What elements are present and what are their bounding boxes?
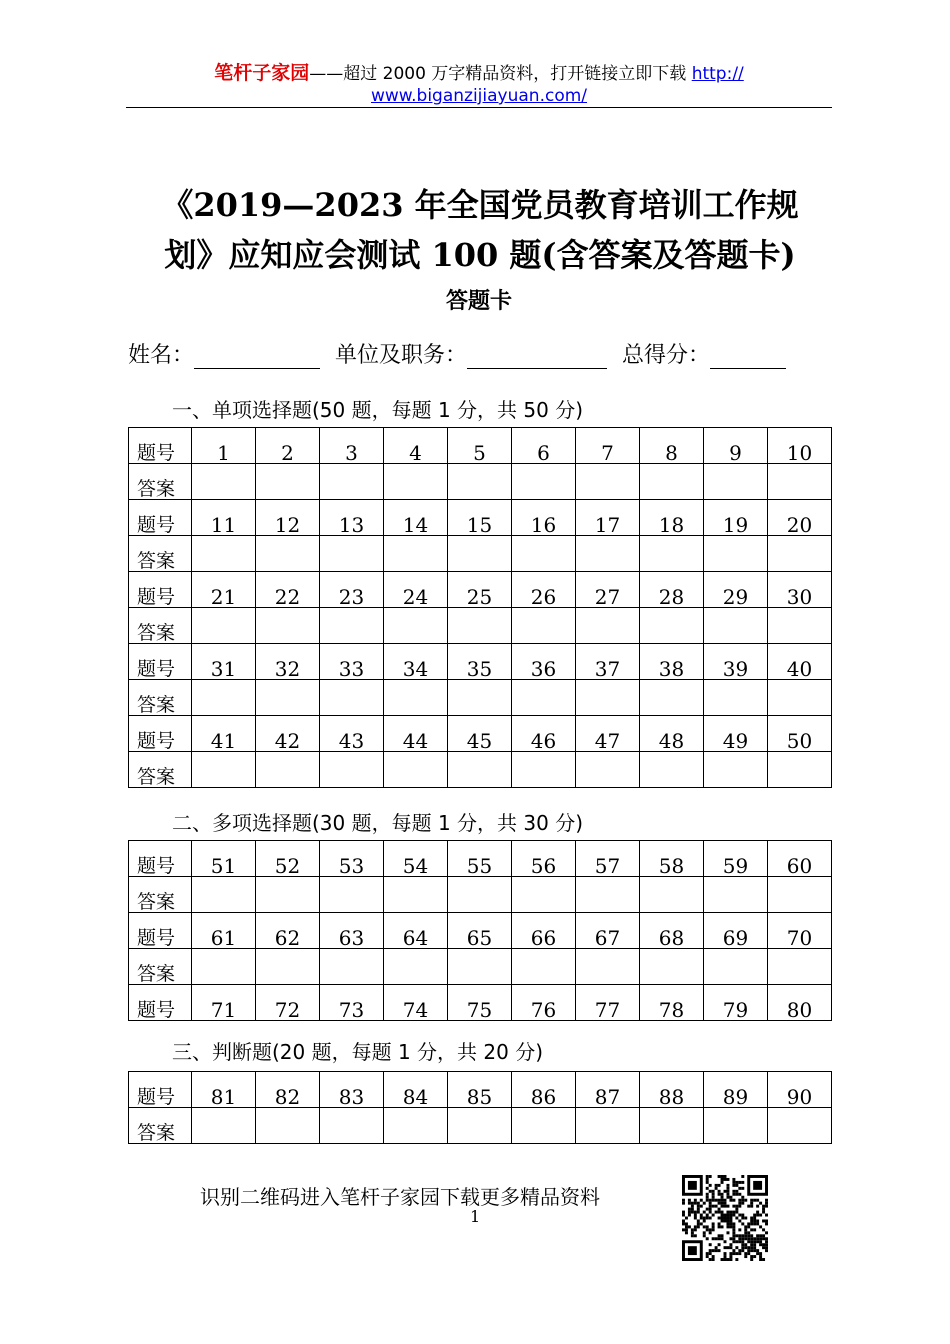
answer-cell[interactable] xyxy=(320,680,384,716)
question-number-cell: 80 xyxy=(768,985,832,1021)
question-number-cell: 68 xyxy=(640,913,704,949)
question-number-cell: 32 xyxy=(256,644,320,680)
answer-cell[interactable] xyxy=(256,1108,320,1144)
question-number-cell: 15 xyxy=(448,500,512,536)
answer-cell[interactable] xyxy=(768,680,832,716)
answer-cell[interactable] xyxy=(192,752,256,788)
answer-cell[interactable] xyxy=(448,680,512,716)
unit-label: 单位及职务： xyxy=(335,343,468,368)
question-number-cell: 63 xyxy=(320,913,384,949)
answer-cell[interactable] xyxy=(768,536,832,572)
answer-cell[interactable] xyxy=(768,752,832,788)
question-number-cell: 90 xyxy=(768,1072,832,1108)
answer-row-label: 答案 xyxy=(129,877,192,913)
question-number-cell: 22 xyxy=(256,572,320,608)
number-row-label: 题号 xyxy=(129,841,192,877)
number-row-label: 题号 xyxy=(129,1072,192,1108)
question-number-cell: 19 xyxy=(704,500,768,536)
answer-cell[interactable] xyxy=(640,536,704,572)
answer-cell[interactable] xyxy=(320,536,384,572)
answer-cell[interactable] xyxy=(768,464,832,500)
answer-cell[interactable] xyxy=(704,752,768,788)
answer-cell[interactable] xyxy=(384,949,448,985)
answer-row xyxy=(129,949,832,985)
question-number-cell: 54 xyxy=(384,841,448,877)
question-number-cell: 14 xyxy=(384,500,448,536)
answer-row xyxy=(129,752,832,788)
score-blank[interactable] xyxy=(710,344,786,369)
answer-row-label: 答案 xyxy=(129,536,192,572)
number-row-label: 题号 xyxy=(129,500,192,536)
answer-cell[interactable] xyxy=(192,536,256,572)
question-number-cell: 8 xyxy=(640,428,704,464)
answer-cell[interactable] xyxy=(768,949,832,985)
answer-cell[interactable] xyxy=(448,877,512,913)
name-label: 姓名： xyxy=(128,343,195,368)
answer-cell[interactable] xyxy=(384,536,448,572)
question-number-cell: 79 xyxy=(704,985,768,1021)
question-number-cell: 62 xyxy=(256,913,320,949)
answer-cell[interactable] xyxy=(576,949,640,985)
question-number-cell: 35 xyxy=(448,644,512,680)
question-number-cell: 44 xyxy=(384,716,448,752)
question-number-cell: 10 xyxy=(768,428,832,464)
question-number-cell: 31 xyxy=(192,644,256,680)
answer-row xyxy=(129,877,832,913)
title-line-1: 《2019—2023 年全国党员教育培训工作规 xyxy=(161,186,799,224)
answer-cell[interactable] xyxy=(640,680,704,716)
question-number-cell: 11 xyxy=(192,500,256,536)
answer-cell[interactable] xyxy=(640,877,704,913)
footer-text: 识别二维码进入笔杆子家园下载更多精品资料 xyxy=(200,1185,600,1209)
question-number-cell: 2 xyxy=(256,428,320,464)
question-number-cell: 38 xyxy=(640,644,704,680)
answer-cell[interactable] xyxy=(256,877,320,913)
question-number-cell: 86 xyxy=(512,1072,576,1108)
question-number-cell: 58 xyxy=(640,841,704,877)
question-number-cell: 72 xyxy=(256,985,320,1021)
question-number-row xyxy=(129,1072,832,1108)
answer-cell[interactable] xyxy=(384,680,448,716)
header-tagline: ——超过 2000 万字精品资料，打开链接立即下载 xyxy=(309,64,692,84)
question-number-cell: 65 xyxy=(448,913,512,949)
answer-cell[interactable] xyxy=(704,877,768,913)
unit-blank[interactable] xyxy=(467,344,607,369)
question-number-cell: 41 xyxy=(192,716,256,752)
question-number-row xyxy=(129,985,832,1021)
answer-row-label: 答案 xyxy=(129,1108,192,1144)
question-number-cell: 36 xyxy=(512,644,576,680)
question-number-cell: 87 xyxy=(576,1072,640,1108)
question-number-cell: 78 xyxy=(640,985,704,1021)
answer-cell[interactable] xyxy=(768,877,832,913)
header-divider xyxy=(126,107,832,108)
answer-cell[interactable] xyxy=(384,877,448,913)
question-number-cell: 69 xyxy=(704,913,768,949)
question-number-row xyxy=(129,500,832,536)
question-number-cell: 9 xyxy=(704,428,768,464)
question-number-cell: 3 xyxy=(320,428,384,464)
answer-cell[interactable] xyxy=(192,680,256,716)
site-brand: 笔杆子家园 xyxy=(214,62,310,84)
answer-cell[interactable] xyxy=(512,949,576,985)
answer-cell[interactable] xyxy=(320,877,384,913)
answer-cell[interactable] xyxy=(640,949,704,985)
question-number-cell: 77 xyxy=(576,985,640,1021)
answer-table xyxy=(128,427,832,788)
answer-row-label: 答案 xyxy=(129,680,192,716)
question-number-cell: 64 xyxy=(384,913,448,949)
question-number-cell: 53 xyxy=(320,841,384,877)
answer-cell[interactable] xyxy=(576,752,640,788)
question-number-cell: 81 xyxy=(192,1072,256,1108)
answer-cell[interactable] xyxy=(320,1108,384,1144)
title-line-2: 划》应知应会测试 100 题(含答案及答题卡) xyxy=(164,236,796,274)
answer-cell[interactable] xyxy=(768,1108,832,1144)
section-heading: 三、判断题(20 题，每题 1 分，共 20 分) xyxy=(172,1040,544,1064)
question-number-cell: 37 xyxy=(576,644,640,680)
question-number-cell: 82 xyxy=(256,1072,320,1108)
question-number-row xyxy=(129,841,832,877)
answer-cell[interactable] xyxy=(640,752,704,788)
answer-row-label: 答案 xyxy=(129,949,192,985)
question-number-cell: 49 xyxy=(704,716,768,752)
answer-row xyxy=(129,464,832,500)
question-number-cell: 45 xyxy=(448,716,512,752)
question-number-cell: 5 xyxy=(448,428,512,464)
question-number-cell: 60 xyxy=(768,841,832,877)
question-number-row xyxy=(129,428,832,464)
question-number-cell: 52 xyxy=(256,841,320,877)
question-number-cell: 88 xyxy=(640,1072,704,1108)
score-label: 总得分： xyxy=(622,343,711,368)
answer-cell[interactable] xyxy=(256,608,320,644)
section-heading: 一、单项选择题(50 题，每题 1 分，共 50 分) xyxy=(172,398,584,422)
question-number-cell: 73 xyxy=(320,985,384,1021)
question-number-cell: 83 xyxy=(320,1072,384,1108)
number-row-label: 题号 xyxy=(129,572,192,608)
answer-cell[interactable] xyxy=(512,464,576,500)
answer-cell[interactable] xyxy=(576,608,640,644)
number-row-label: 题号 xyxy=(129,716,192,752)
question-number-cell: 51 xyxy=(192,841,256,877)
question-number-cell: 47 xyxy=(576,716,640,752)
answer-cell[interactable] xyxy=(384,752,448,788)
question-number-cell: 13 xyxy=(320,500,384,536)
name-blank[interactable] xyxy=(194,344,320,369)
answer-cell[interactable] xyxy=(384,608,448,644)
question-number-cell: 34 xyxy=(384,644,448,680)
answer-cell[interactable] xyxy=(576,680,640,716)
question-number-cell: 43 xyxy=(320,716,384,752)
answer-card-subtitle: 答题卡 xyxy=(445,289,512,314)
question-number-cell: 12 xyxy=(256,500,320,536)
answer-cell[interactable] xyxy=(256,949,320,985)
question-number-cell: 40 xyxy=(768,644,832,680)
answer-cell[interactable] xyxy=(704,680,768,716)
question-number-cell: 27 xyxy=(576,572,640,608)
answer-cell[interactable] xyxy=(192,608,256,644)
question-number-cell: 61 xyxy=(192,913,256,949)
answer-cell[interactable] xyxy=(320,464,384,500)
question-number-cell: 7 xyxy=(576,428,640,464)
answer-cell[interactable] xyxy=(512,877,576,913)
answer-cell[interactable] xyxy=(448,608,512,644)
question-number-row xyxy=(129,644,832,680)
question-number-cell: 76 xyxy=(512,985,576,1021)
question-number-cell: 71 xyxy=(192,985,256,1021)
question-number-cell: 20 xyxy=(768,500,832,536)
answer-row xyxy=(129,680,832,716)
question-number-cell: 55 xyxy=(448,841,512,877)
answer-cell[interactable] xyxy=(512,536,576,572)
answer-cell[interactable] xyxy=(448,1108,512,1144)
answer-cell[interactable] xyxy=(192,877,256,913)
question-number-cell: 42 xyxy=(256,716,320,752)
answer-cell[interactable] xyxy=(640,464,704,500)
answer-cell[interactable] xyxy=(512,1108,576,1144)
answer-cell[interactable] xyxy=(512,680,576,716)
number-row-label: 题号 xyxy=(129,428,192,464)
answer-cell[interactable] xyxy=(576,1108,640,1144)
answer-row xyxy=(129,1108,832,1144)
answer-cell[interactable] xyxy=(256,464,320,500)
answer-cell[interactable] xyxy=(448,752,512,788)
answer-cell[interactable] xyxy=(192,949,256,985)
question-number-cell: 17 xyxy=(576,500,640,536)
answer-cell[interactable] xyxy=(704,1108,768,1144)
answer-row xyxy=(129,608,832,644)
page-number: 1 xyxy=(470,1207,481,1226)
question-number-cell: 29 xyxy=(704,572,768,608)
question-number-cell: 66 xyxy=(512,913,576,949)
page-header xyxy=(126,62,832,107)
answer-cell[interactable] xyxy=(320,752,384,788)
number-row-label: 题号 xyxy=(129,644,192,680)
question-number-cell: 56 xyxy=(512,841,576,877)
answer-cell[interactable] xyxy=(384,464,448,500)
answer-cell[interactable] xyxy=(320,608,384,644)
answer-cell[interactable] xyxy=(448,464,512,500)
answer-cell[interactable] xyxy=(704,949,768,985)
answer-cell[interactable] xyxy=(192,464,256,500)
answer-cell[interactable] xyxy=(256,680,320,716)
answer-cell[interactable] xyxy=(384,1108,448,1144)
question-number-cell: 46 xyxy=(512,716,576,752)
question-number-cell: 48 xyxy=(640,716,704,752)
question-number-cell: 30 xyxy=(768,572,832,608)
answer-cell[interactable] xyxy=(448,536,512,572)
question-number-cell: 84 xyxy=(384,1072,448,1108)
answer-cell[interactable] xyxy=(768,608,832,644)
download-link-part1[interactable]: http:// xyxy=(691,64,744,84)
answer-cell[interactable] xyxy=(192,1108,256,1144)
answer-table xyxy=(128,1071,832,1144)
answer-cell[interactable] xyxy=(320,949,384,985)
answer-cell[interactable] xyxy=(576,464,640,500)
question-number-cell: 25 xyxy=(448,572,512,608)
answer-cell[interactable] xyxy=(256,536,320,572)
answer-cell[interactable] xyxy=(512,608,576,644)
answer-cell[interactable] xyxy=(704,608,768,644)
question-number-cell: 4 xyxy=(384,428,448,464)
question-number-cell: 59 xyxy=(704,841,768,877)
question-number-cell: 85 xyxy=(448,1072,512,1108)
question-number-cell: 16 xyxy=(512,500,576,536)
question-number-cell: 28 xyxy=(640,572,704,608)
question-number-cell: 75 xyxy=(448,985,512,1021)
answer-cell[interactable] xyxy=(576,877,640,913)
answer-row-label: 答案 xyxy=(129,608,192,644)
number-row-label: 题号 xyxy=(129,985,192,1021)
answer-row-label: 答案 xyxy=(129,464,192,500)
question-number-cell: 39 xyxy=(704,644,768,680)
answer-cell[interactable] xyxy=(448,949,512,985)
question-number-cell: 18 xyxy=(640,500,704,536)
question-number-cell: 74 xyxy=(384,985,448,1021)
question-number-cell: 89 xyxy=(704,1072,768,1108)
question-number-row xyxy=(129,716,832,752)
answer-table xyxy=(128,840,832,1021)
question-number-cell: 1 xyxy=(192,428,256,464)
answer-cell[interactable] xyxy=(640,1108,704,1144)
question-number-row xyxy=(129,913,832,949)
question-number-cell: 50 xyxy=(768,716,832,752)
examinee-info-row xyxy=(128,338,832,369)
question-number-cell: 57 xyxy=(576,841,640,877)
question-number-cell: 23 xyxy=(320,572,384,608)
section-heading: 二、多项选择题(30 题，每题 1 分，共 30 分) xyxy=(172,811,584,835)
question-number-cell: 6 xyxy=(512,428,576,464)
answer-cell[interactable] xyxy=(256,752,320,788)
answer-cell[interactable] xyxy=(512,752,576,788)
answer-row xyxy=(129,536,832,572)
document-title xyxy=(110,180,850,280)
question-number-cell: 67 xyxy=(576,913,640,949)
question-number-cell: 21 xyxy=(192,572,256,608)
answer-cell[interactable] xyxy=(704,464,768,500)
question-number-cell: 33 xyxy=(320,644,384,680)
download-link-part2[interactable]: www.biganzijiayuan.com/ xyxy=(370,86,588,106)
qr-code-icon xyxy=(682,1175,768,1261)
answer-cell[interactable] xyxy=(576,536,640,572)
question-number-cell: 70 xyxy=(768,913,832,949)
answer-cell[interactable] xyxy=(640,608,704,644)
question-number-row xyxy=(129,572,832,608)
number-row-label: 题号 xyxy=(129,913,192,949)
answer-row-label: 答案 xyxy=(129,752,192,788)
question-number-cell: 24 xyxy=(384,572,448,608)
question-number-cell: 26 xyxy=(512,572,576,608)
answer-cell[interactable] xyxy=(704,536,768,572)
